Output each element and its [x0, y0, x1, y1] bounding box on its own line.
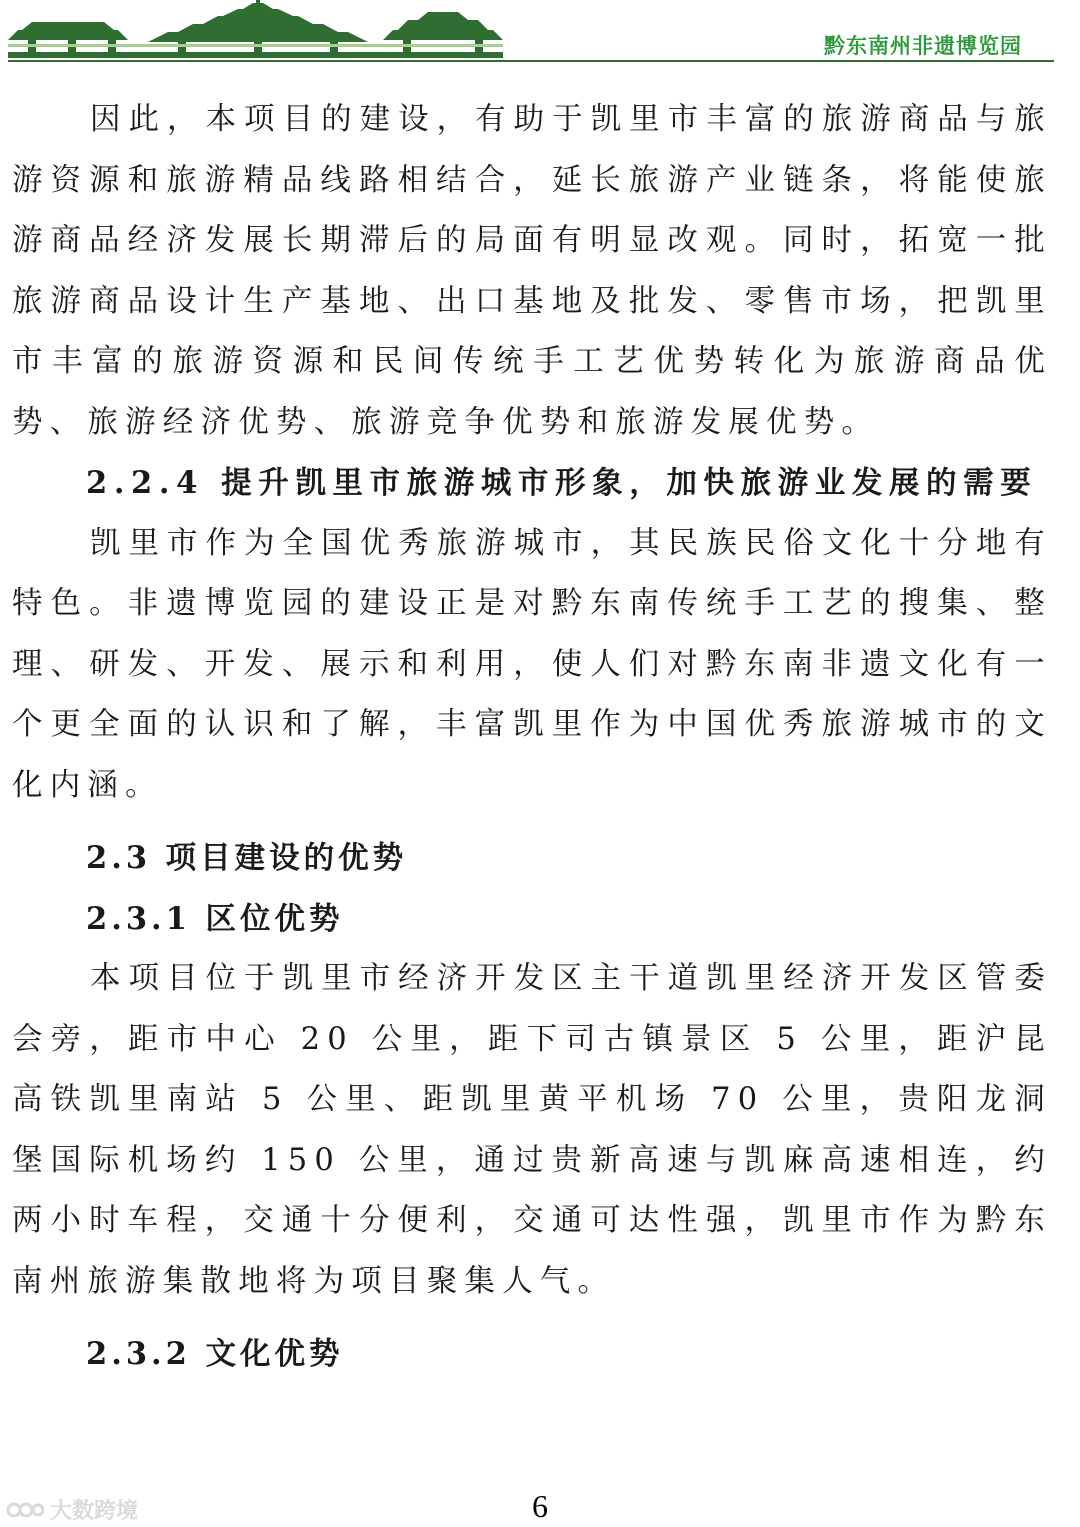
page-number: 6 — [532, 1488, 548, 1524]
paragraph-city-image: 凯里市作为全国优秀旅游城市，其民族民俗文化十分地有特色。非遗博览园的建设正是对黔东南传统手工艺的搜集、整理、研发、开发、展示和利用，使人们对黔东南非遗文化有一个更全面的认识和了解，丰富凯里作为中国优秀旅游城市的文化内涵。 — [12, 525, 1052, 803]
paragraph-tourism-commodities: 因此，本项目的建设，有助于凯里市丰富的旅游商品与旅游资源和旅游精品线路相结合，延长旅游产业链条，将能使旅游商品经济发展长期滞后的局面有明显改观。同时，拓宽一批旅游商品设计生产基地、出口基地及批发、零售市场，把凯里市丰富的旅游资源和民间传统手工艺优势转化为旅游商品优势、旅游经济优势、旅游竞争优势和旅游发展优势。 — [12, 102, 1052, 440]
header-divider — [8, 60, 1054, 62]
section-heading-2-3-1: 2.3.1 区位优势 — [86, 900, 344, 937]
header-title: 黔东南州非遗博览园 — [824, 34, 1022, 58]
paragraph-location-advantage: 本项目位于凯里市经济开发区主干道凯里经济开发区管委会旁，距市中心 20 公里，距下司古镇景区 5 公里，距沪昆高铁凯里南站 5 公里、距凯里黄平机场 70 公里，贵阳龙洞堡国际机场约 150 公里，通过贵新高速与凯麻高速相连，约两小时车程，交通十分便利，交通可达性强，凯里市作为黔东南州旅游集散地将为项目聚集人气。 — [12, 961, 1052, 1299]
section-heading-2-3-2: 2.3.2 文化优势 — [86, 1336, 344, 1372]
section-heading-2-3: 2.3 项目建设的优势 — [86, 840, 408, 876]
pavilion-banner-graphic — [8, 0, 503, 60]
page-header — [0, 0, 1080, 64]
section-heading-2-2-4: 2.2.4 提升凯里市旅游城市形象，加快旅游业发展的需要 — [86, 465, 1038, 501]
watermark-text: 大数跨境 — [50, 1499, 139, 1524]
document-body — [12, 90, 1052, 1385]
